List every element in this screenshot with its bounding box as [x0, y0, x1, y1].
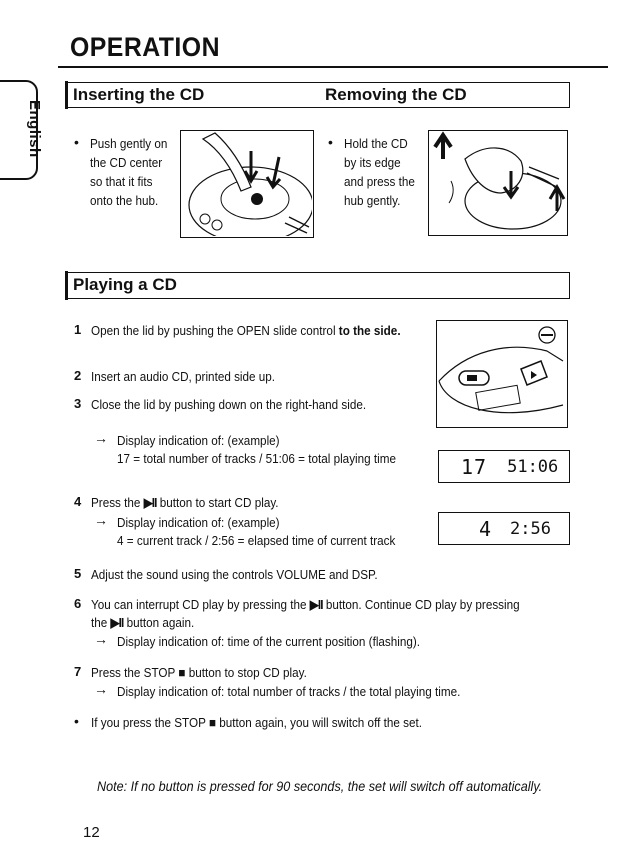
- step-number: 4: [74, 494, 82, 509]
- insert-text: [90, 134, 167, 210]
- lcd-display-2: [438, 512, 570, 545]
- step-6-line-2-post: button again.: [126, 615, 195, 630]
- play-pause-icon: ▶II: [309, 597, 323, 612]
- remove-cd-illustration: [428, 130, 568, 236]
- step-1-main: Open the lid by pushing the OPEN slide control: [91, 323, 336, 338]
- title-rule: [58, 66, 608, 68]
- step-3-text: Close the lid by pushing down on the right-hand side.: [91, 397, 367, 412]
- arrow-icon: →: [94, 681, 108, 697]
- step-4-pre: Press the: [91, 495, 141, 510]
- display-1-line-1: Display indication of: (example): [117, 433, 280, 448]
- arrow-icon: →: [94, 631, 108, 647]
- step-1-bold: to the side.: [338, 323, 401, 338]
- insert-cd-illustration: [180, 130, 314, 238]
- bullet-icon: •: [74, 134, 79, 150]
- remove-line: hub gently.: [344, 193, 401, 208]
- display-2-line-2: 4 = current track / 2:56 = elapsed time of current track: [117, 533, 396, 548]
- step-number: 5: [74, 566, 82, 581]
- lcd-track: 4: [479, 516, 493, 541]
- insert-cd-drawing: [181, 131, 312, 236]
- inserting-heading: Inserting the CD: [73, 85, 205, 104]
- step-5-text: Adjust the sound using the controls VOLUME and DSP.: [91, 567, 378, 582]
- display-1-line-2: 17 = total number of tracks / 51:06 = total playing time: [117, 451, 397, 466]
- remove-line: and press the: [344, 174, 415, 189]
- open-lid-illustration: [436, 320, 568, 428]
- play-pause-icon: ▶II: [110, 615, 124, 630]
- language-label: English: [26, 100, 43, 158]
- step-6-pre: You can interrupt CD play by pressing the: [91, 597, 307, 612]
- note-text: Note: If no button is pressed for 90 seconds, the set will switch off automatically.: [97, 778, 543, 794]
- heading-bar: [65, 81, 68, 109]
- removing-heading: Removing the CD: [325, 85, 467, 104]
- step-number: 2: [74, 368, 82, 383]
- play-pause-icon: ▶II: [143, 495, 157, 510]
- insert-line: so that it fits: [90, 174, 153, 189]
- step-number: 1: [74, 322, 82, 337]
- bullet-icon: •: [328, 134, 333, 150]
- page-title: OPERATION: [70, 32, 220, 62]
- step-2-text: Insert an audio CD, printed side up.: [91, 369, 276, 384]
- step-6-line-2: [91, 614, 194, 632]
- step-7-post: button to stop CD play.: [188, 665, 307, 680]
- remove-line: by its edge: [344, 155, 401, 170]
- remove-text: [344, 134, 415, 210]
- playing-heading: Playing a CD: [73, 275, 177, 294]
- step-number: 3: [74, 396, 82, 411]
- step-6-line-1: [91, 596, 520, 614]
- step-4-text: [91, 494, 279, 512]
- lcd-tracks: 17: [461, 454, 488, 479]
- step-1-text: [91, 322, 401, 340]
- step-6-mid: button. Continue CD play by pressing: [325, 597, 520, 612]
- lcd-elapsed-time: 2:56: [510, 518, 551, 539]
- insert-remove-heading-box: [66, 82, 570, 108]
- heading-bar: [65, 271, 68, 300]
- arrow-icon: →: [94, 512, 108, 528]
- step-7-pre: Press the STOP: [91, 665, 176, 680]
- step-7-text: [91, 664, 307, 682]
- page-number: 12: [83, 824, 100, 841]
- step-6-line-2-pre: the: [91, 615, 108, 630]
- lcd-total-time: 51:06: [507, 456, 559, 477]
- stop-icon: ■: [178, 665, 186, 680]
- step-number: 6: [74, 596, 82, 611]
- display-4-text: Display indication of: total number of tracks / the total playing time.: [117, 684, 461, 699]
- display-3-text: Display indication of: time of the current position (flashing).: [117, 634, 421, 649]
- stop-icon: ■: [208, 715, 217, 730]
- display-2-line-1: Display indication of: (example): [117, 515, 280, 530]
- stop-again-text: [91, 714, 422, 732]
- remove-cd-drawing: [429, 131, 566, 234]
- bullet-post: button again, you will switch off the set.: [219, 715, 422, 730]
- player-drawing: [437, 321, 566, 426]
- lcd-display-1: [438, 450, 570, 483]
- insert-line: onto the hub.: [90, 193, 159, 208]
- arrow-icon: →: [94, 430, 108, 446]
- remove-line: Hold the CD: [344, 136, 408, 151]
- insert-line: the CD center: [90, 155, 163, 170]
- step-number: 7: [74, 664, 82, 679]
- step-4-post: button to start CD play.: [159, 495, 279, 510]
- playing-heading-box: [66, 272, 570, 299]
- bullet-icon: •: [74, 713, 79, 729]
- bullet-pre: If you press the STOP: [91, 715, 206, 730]
- insert-line: Push gently on: [90, 136, 168, 151]
